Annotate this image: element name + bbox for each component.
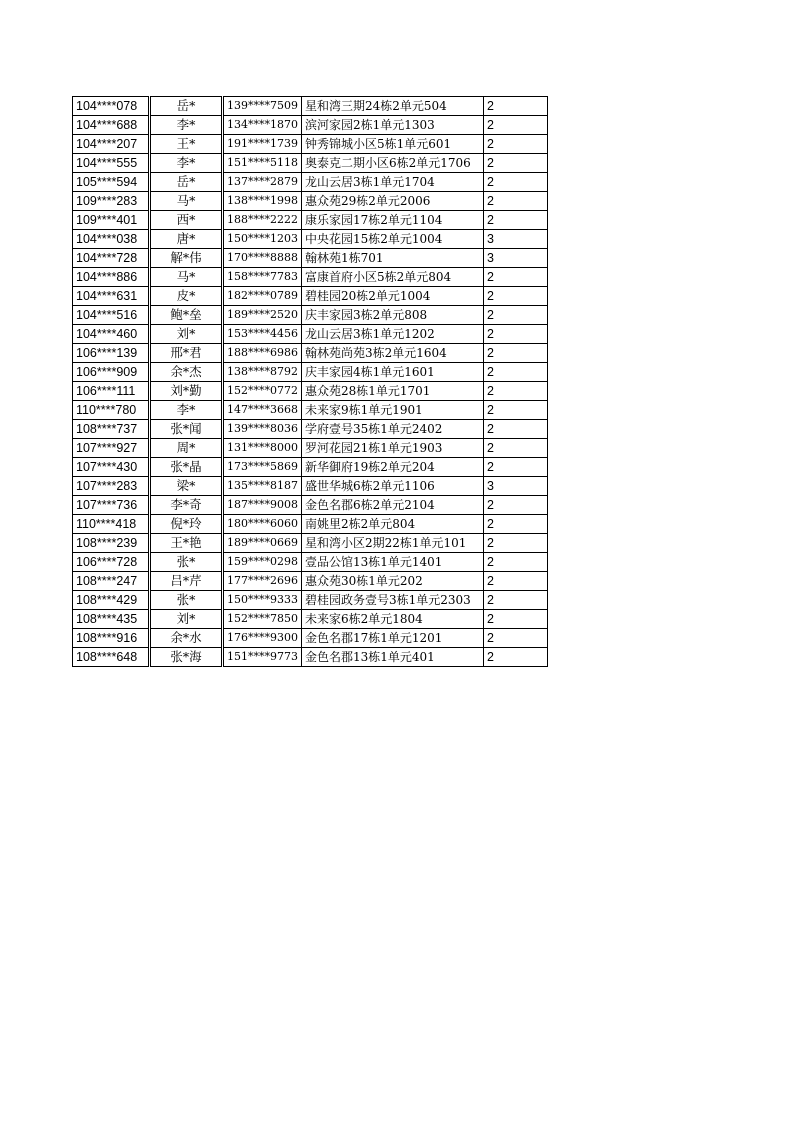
phone-cell: 177****2696: [223, 572, 302, 591]
count-cell: 2: [484, 515, 548, 534]
table-row: [73, 211, 548, 230]
id-cell: 108****435: [73, 610, 150, 629]
address-cell: 南姚里2栋2单元804: [302, 515, 484, 534]
count-cell: 2: [484, 572, 548, 591]
address-cell: 惠众苑28栋1单元1701: [302, 382, 484, 401]
name-cell: 马*: [150, 192, 223, 211]
table-row: [73, 287, 548, 306]
name-cell: 岳*: [150, 173, 223, 192]
address-cell: 碧桂园20栋2单元1004: [302, 287, 484, 306]
name-cell: 梁*: [150, 477, 223, 496]
spreadsheet-page: [72, 96, 548, 667]
id-cell: 104****038: [73, 230, 150, 249]
table-row: [73, 230, 548, 249]
table-row: [73, 116, 548, 135]
name-cell: 马*: [150, 268, 223, 287]
id-cell: 108****737: [73, 420, 150, 439]
phone-cell: 170****8888: [223, 249, 302, 268]
phone-cell: 147****3668: [223, 401, 302, 420]
table-row: [73, 648, 548, 667]
id-cell: 108****239: [73, 534, 150, 553]
id-cell: 109****401: [73, 211, 150, 230]
address-cell: 龙山云居3栋1单元1704: [302, 173, 484, 192]
name-cell: 李*: [150, 401, 223, 420]
id-cell: 106****139: [73, 344, 150, 363]
count-cell: 2: [484, 135, 548, 154]
phone-cell: 138****1998: [223, 192, 302, 211]
count-cell: 2: [484, 610, 548, 629]
count-cell: 2: [484, 496, 548, 515]
table-row: [73, 97, 548, 116]
count-cell: 2: [484, 116, 548, 135]
phone-cell: 180****6060: [223, 515, 302, 534]
address-cell: 碧桂园政务壹号3栋1单元2303: [302, 591, 484, 610]
count-cell: 2: [484, 363, 548, 382]
address-cell: 中央花园15栋2单元1004: [302, 230, 484, 249]
phone-cell: 151****5118: [223, 154, 302, 173]
table-row: [73, 363, 548, 382]
phone-cell: 187****9008: [223, 496, 302, 515]
name-cell: 周*: [150, 439, 223, 458]
address-cell: 龙山云居3栋1单元1202: [302, 325, 484, 344]
id-cell: 107****927: [73, 439, 150, 458]
id-cell: 108****429: [73, 591, 150, 610]
name-cell: 张*海: [150, 648, 223, 667]
count-cell: 2: [484, 458, 548, 477]
table-row: [73, 591, 548, 610]
phone-cell: 173****5869: [223, 458, 302, 477]
phone-cell: 139****7509: [223, 97, 302, 116]
phone-cell: 150****9333: [223, 591, 302, 610]
table-row: [73, 268, 548, 287]
count-cell: 2: [484, 192, 548, 211]
id-cell: 107****283: [73, 477, 150, 496]
name-cell: 解*伟: [150, 249, 223, 268]
count-cell: 2: [484, 211, 548, 230]
name-cell: 余*杰: [150, 363, 223, 382]
table-row: [73, 306, 548, 325]
address-cell: 金色名郡17栋1单元1201: [302, 629, 484, 648]
count-cell: 2: [484, 648, 548, 667]
address-cell: 星和湾小区2期22栋1单元101: [302, 534, 484, 553]
count-cell: 3: [484, 230, 548, 249]
id-cell: 108****247: [73, 572, 150, 591]
id-cell: 109****283: [73, 192, 150, 211]
table-row: [73, 325, 548, 344]
table-row: [73, 610, 548, 629]
address-cell: 滨河家园2栋1单元1303: [302, 116, 484, 135]
id-cell: 110****418: [73, 515, 150, 534]
name-cell: 邢*君: [150, 344, 223, 363]
address-cell: 庆丰家园4栋1单元1601: [302, 363, 484, 382]
name-cell: 鲍*垒: [150, 306, 223, 325]
id-cell: 106****728: [73, 553, 150, 572]
id-cell: 104****555: [73, 154, 150, 173]
address-cell: 学府壹号35栋1单元2402: [302, 420, 484, 439]
name-cell: 张*: [150, 591, 223, 610]
id-cell: 106****111: [73, 382, 150, 401]
name-cell: 唐*: [150, 230, 223, 249]
address-cell: 奥泰克二期小区6栋2单元1706: [302, 154, 484, 173]
phone-cell: 138****8792: [223, 363, 302, 382]
name-cell: 吕*芹: [150, 572, 223, 591]
count-cell: 2: [484, 344, 548, 363]
name-cell: 倪*玲: [150, 515, 223, 534]
name-cell: 西*: [150, 211, 223, 230]
table-row: [73, 401, 548, 420]
table-row: [73, 420, 548, 439]
name-cell: 刘*: [150, 610, 223, 629]
name-cell: 岳*: [150, 97, 223, 116]
phone-cell: 152****0772: [223, 382, 302, 401]
id-cell: 108****916: [73, 629, 150, 648]
name-cell: 李*奇: [150, 496, 223, 515]
count-cell: 2: [484, 154, 548, 173]
address-cell: 壹品公馆13栋1单元1401: [302, 553, 484, 572]
address-cell: 翰林苑尚苑3栋2单元1604: [302, 344, 484, 363]
table-row: [73, 515, 548, 534]
phone-cell: 139****8036: [223, 420, 302, 439]
id-cell: 104****207: [73, 135, 150, 154]
count-cell: 3: [484, 477, 548, 496]
id-cell: 105****594: [73, 173, 150, 192]
name-cell: 王*: [150, 135, 223, 154]
name-cell: 刘*勤: [150, 382, 223, 401]
phone-cell: 188****6986: [223, 344, 302, 363]
table-row: [73, 629, 548, 648]
address-cell: 未来家9栋1单元1901: [302, 401, 484, 420]
id-cell: 106****909: [73, 363, 150, 382]
count-cell: 2: [484, 629, 548, 648]
id-cell: 104****631: [73, 287, 150, 306]
count-cell: 2: [484, 287, 548, 306]
phone-cell: 189****2520: [223, 306, 302, 325]
id-cell: 108****648: [73, 648, 150, 667]
table-row: [73, 534, 548, 553]
id-cell: 104****516: [73, 306, 150, 325]
name-cell: 张*晶: [150, 458, 223, 477]
id-cell: 104****886: [73, 268, 150, 287]
phone-cell: 152****7850: [223, 610, 302, 629]
registry-table: [72, 96, 548, 667]
phone-cell: 189****0669: [223, 534, 302, 553]
table-row: [73, 135, 548, 154]
count-cell: 2: [484, 268, 548, 287]
name-cell: 李*: [150, 154, 223, 173]
table-row: [73, 496, 548, 515]
address-cell: 新华御府19栋2单元204: [302, 458, 484, 477]
table-row: [73, 382, 548, 401]
address-cell: 盛世华城6栋2单元1106: [302, 477, 484, 496]
id-cell: 104****460: [73, 325, 150, 344]
phone-cell: 131****8000: [223, 439, 302, 458]
address-cell: 钟秀锦城小区5栋1单元601: [302, 135, 484, 154]
table-row: [73, 458, 548, 477]
name-cell: 皮*: [150, 287, 223, 306]
phone-cell: 191****1739: [223, 135, 302, 154]
table-row: [73, 572, 548, 591]
table-row: [73, 477, 548, 496]
count-cell: 2: [484, 439, 548, 458]
count-cell: 2: [484, 382, 548, 401]
address-cell: 星和湾三期24栋2单元504: [302, 97, 484, 116]
table-row: [73, 249, 548, 268]
count-cell: 3: [484, 249, 548, 268]
name-cell: 王*艳: [150, 534, 223, 553]
count-cell: 2: [484, 97, 548, 116]
count-cell: 2: [484, 325, 548, 344]
phone-cell: 134****1870: [223, 116, 302, 135]
address-cell: 金色名郡13栋1单元401: [302, 648, 484, 667]
id-cell: 107****430: [73, 458, 150, 477]
address-cell: 金色名郡6栋2单元2104: [302, 496, 484, 515]
id-cell: 104****688: [73, 116, 150, 135]
phone-cell: 137****2879: [223, 173, 302, 192]
id-cell: 104****728: [73, 249, 150, 268]
phone-cell: 151****9773: [223, 648, 302, 667]
phone-cell: 176****9300: [223, 629, 302, 648]
phone-cell: 182****0789: [223, 287, 302, 306]
name-cell: 张*: [150, 553, 223, 572]
name-cell: 刘*: [150, 325, 223, 344]
phone-cell: 158****7783: [223, 268, 302, 287]
table-body: [73, 97, 548, 667]
name-cell: 余*水: [150, 629, 223, 648]
address-cell: 惠众苑30栋1单元202: [302, 572, 484, 591]
count-cell: 2: [484, 420, 548, 439]
count-cell: 2: [484, 306, 548, 325]
phone-cell: 188****2222: [223, 211, 302, 230]
phone-cell: 159****0298: [223, 553, 302, 572]
table-row: [73, 439, 548, 458]
address-cell: 未来家6栋2单元1804: [302, 610, 484, 629]
phone-cell: 150****1203: [223, 230, 302, 249]
address-cell: 庆丰家园3栋2单元808: [302, 306, 484, 325]
address-cell: 翰林苑1栋701: [302, 249, 484, 268]
name-cell: 张*闻: [150, 420, 223, 439]
count-cell: 2: [484, 534, 548, 553]
table-row: [73, 173, 548, 192]
count-cell: 2: [484, 173, 548, 192]
address-cell: 惠众苑29栋2单元2006: [302, 192, 484, 211]
id-cell: 104****078: [73, 97, 150, 116]
count-cell: 2: [484, 401, 548, 420]
phone-cell: 153****4456: [223, 325, 302, 344]
count-cell: 2: [484, 591, 548, 610]
id-cell: 107****736: [73, 496, 150, 515]
name-cell: 李*: [150, 116, 223, 135]
table-row: [73, 553, 548, 572]
address-cell: 富康首府小区5栋2单元804: [302, 268, 484, 287]
id-cell: 110****780: [73, 401, 150, 420]
count-cell: 2: [484, 553, 548, 572]
table-row: [73, 344, 548, 363]
address-cell: 康乐家园17栋2单元1104: [302, 211, 484, 230]
address-cell: 罗河花园21栋1单元1903: [302, 439, 484, 458]
table-row: [73, 154, 548, 173]
table-row: [73, 192, 548, 211]
phone-cell: 135****8187: [223, 477, 302, 496]
